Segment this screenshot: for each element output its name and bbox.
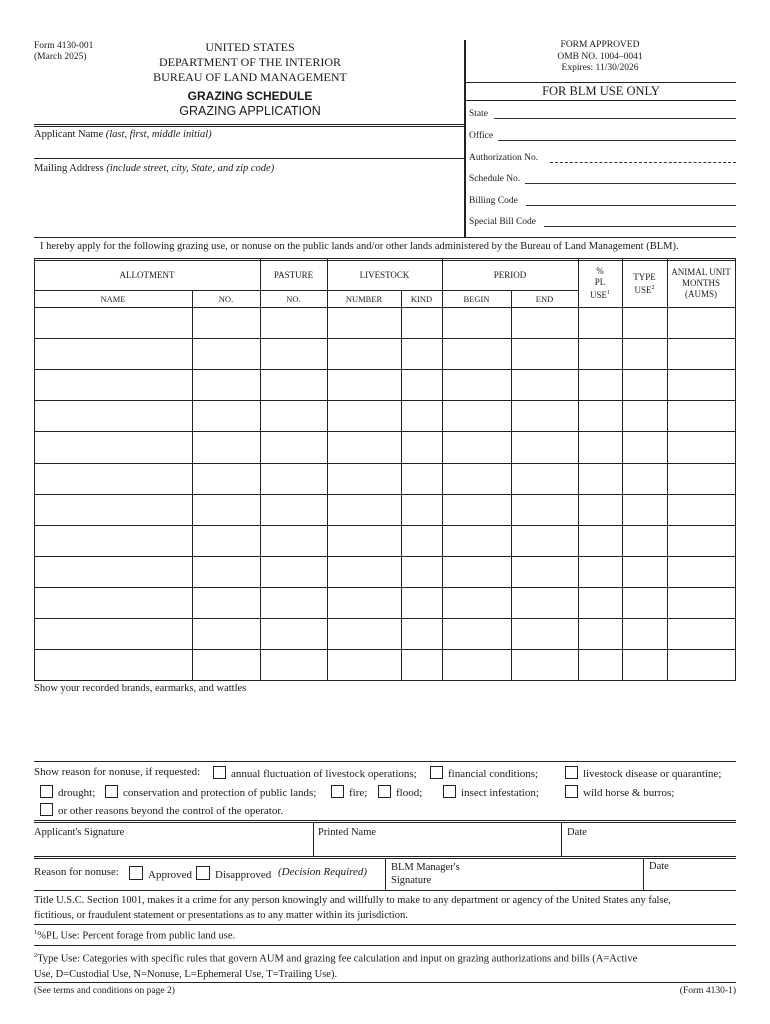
cell-type-use[interactable] [623,464,667,494]
checkbox-other-reasons[interactable] [40,803,53,816]
cell-livestock-number[interactable] [328,339,401,369]
authorization-rule [550,162,736,163]
footnote-2-line-2: Use, D=Custodial Use, N=Nonuse, L=Ephemeral Use, T=Trailing Use). [34,968,338,980]
form-number: Form 4130-001 [34,41,94,51]
mailing-address-label [34,163,274,174]
cell-name[interactable] [35,339,192,369]
pct-line-3 [578,288,622,301]
cell-period-end[interactable] [512,526,578,556]
applicant-date-label: Date [567,827,587,838]
option-insect-infestation[interactable] [443,785,539,799]
footnote-2-line-1: Type Use: Categories with specific rules that govern AUM and grazing fee calculation and input on grazing authorizations and bills (A=Active [37,953,638,965]
subheader-begin: BEGIN [463,294,490,304]
footnote-top-rule [34,924,736,925]
footnote-2-mark: 2 [34,952,38,959]
option-conservation[interactable] [105,785,316,799]
cell-type-use[interactable] [623,308,667,338]
billing-code-rule [526,205,736,206]
cell-aums[interactable] [668,339,735,369]
cell-livestock-number[interactable] [328,464,401,494]
option-financial-conditions[interactable] [430,766,538,780]
cell-pasture-no[interactable] [261,370,327,400]
subheader-kind: KIND [410,294,433,304]
cell-aums[interactable] [668,588,735,618]
header-allotment: ALLOTMENT [119,270,175,280]
cell-pct-pl-use[interactable] [579,464,622,494]
approved-line-2: OMB NO. 1004–0041 [557,51,643,62]
mailing-address-input[interactable] [34,178,460,234]
header-period: PERIOD [493,270,527,280]
checkbox-wild-horse-burros[interactable] [565,785,578,798]
cell-period-begin[interactable] [443,339,511,369]
table-subheader-rule [34,290,578,291]
applicant-mid-rule [34,158,464,159]
financial-conditions-label: financial conditions; [448,768,539,780]
cell-pasture-no[interactable] [261,557,327,587]
blm-date-label: Date [649,861,669,872]
cell-livestock-number[interactable] [328,401,401,431]
applicant-name-hint: (last, first, middle initial) [105,129,212,140]
cell-period-end[interactable] [512,495,578,525]
cell-period-end[interactable] [512,557,578,587]
pct-use-text: USE [589,290,607,300]
type-line-2 [622,283,667,296]
brands-label: Show your recorded brands, earmarks, and wattles [34,683,247,694]
cell-aums[interactable] [668,650,735,680]
cell-type-use[interactable] [623,339,667,369]
cell-pasture-no[interactable] [261,588,327,618]
cell-pct-pl-use[interactable] [579,432,622,462]
header-livestock: LIVESTOCK [359,270,410,280]
other-reasons-label: or other reasons beyond the control of the operator. [58,805,284,817]
cell-pasture-no[interactable] [261,308,327,338]
checkbox-annual-fluctuation[interactable] [213,766,226,779]
cell-livestock-kind[interactable] [402,370,442,400]
cell-type-use[interactable] [623,650,667,680]
nonuse-intro: Show reason for nonuse, if requested: [34,766,201,778]
insect-infestation-label: insect infestation; [461,787,539,799]
checkbox-fire[interactable] [331,785,344,798]
cell-period-begin[interactable] [443,650,511,680]
cell-pasture-no[interactable] [261,619,327,649]
cell-livestock-kind[interactable] [402,401,442,431]
approved-label: Approved [148,869,192,881]
option-livestock-disease[interactable] [565,766,721,780]
department-block [140,40,360,85]
footnote-2 [34,948,736,982]
cell-pasture-no[interactable] [261,464,327,494]
cell-allotment-no[interactable] [193,650,260,680]
signature-top-rule-2 [34,822,736,823]
checkbox-insect-infestation[interactable] [443,785,456,798]
cell-livestock-kind[interactable] [402,557,442,587]
cell-aums[interactable] [668,308,735,338]
footer-form-number: (Form 4130-1) [679,986,736,996]
cell-livestock-kind[interactable] [402,495,442,525]
cell-livestock-kind[interactable] [402,526,442,556]
approved-line-1: FORM APPROVED [560,40,640,50]
cell-livestock-number[interactable] [328,526,401,556]
cell-period-end[interactable] [512,650,578,680]
option-other-reasons[interactable] [40,803,283,817]
cell-pct-pl-use[interactable] [579,495,622,525]
option-disapproved[interactable] [196,866,271,881]
office-rule [498,140,736,141]
cell-type-use[interactable] [623,432,667,462]
cell-type-use[interactable] [623,557,667,587]
cell-period-end[interactable] [512,370,578,400]
cell-name[interactable] [35,308,192,338]
cell-pct-pl-use[interactable] [579,619,622,649]
usc-line-1: Title U.S.C. Section 1001, makes it a crime for any person knowingly and willfully to make to any department or agency of the United States any false, [34,895,671,906]
state-rule [494,118,736,119]
table-right-border [735,259,736,680]
cell-livestock-number[interactable] [328,370,401,400]
table-top-rule-2 [34,260,736,261]
cell-name[interactable] [35,526,192,556]
subheader-allotment-no: NO. [218,294,234,304]
checkbox-conservation[interactable] [105,785,118,798]
cell-aums[interactable] [668,526,735,556]
cell-pct-pl-use[interactable] [579,401,622,431]
header-type-use [622,272,667,296]
type-footnote-mark: 2 [651,285,655,291]
statement-top-rule [34,237,736,238]
form-title: GRAZING SCHEDULE [187,89,313,103]
cell-pct-pl-use[interactable] [579,308,622,338]
cell-allotment-no[interactable] [193,432,260,462]
cell-period-end[interactable] [512,401,578,431]
cell-allotment-no[interactable] [193,339,260,369]
cell-period-begin[interactable] [443,526,511,556]
cell-aums[interactable] [668,401,735,431]
subheader-end: END [535,294,554,304]
subheader-number: NUMBER [345,294,383,304]
cell-allotment-no[interactable] [193,619,260,649]
blm-use-title: FOR BLM USE ONLY [542,84,660,98]
aum-line-2: MONTHS [681,278,720,288]
cell-type-use[interactable] [623,370,667,400]
cell-allotment-no[interactable] [193,495,260,525]
cell-period-end[interactable] [512,432,578,462]
option-annual-fluctuation[interactable] [213,766,417,780]
cell-period-begin[interactable] [443,370,511,400]
cell-name[interactable] [35,619,192,649]
cell-name[interactable] [35,557,192,587]
footnote-1 [34,929,235,942]
cell-pasture-no[interactable] [261,339,327,369]
cell-aums[interactable] [668,557,735,587]
cell-livestock-number[interactable] [328,650,401,680]
sig-sep-2 [561,822,562,856]
printed-name-input[interactable] [318,841,558,854]
dept-line-2: DEPARTMENT OF THE INTERIOR [158,55,342,69]
footnote-1-mark: 1 [34,929,38,936]
cell-livestock-number[interactable] [328,495,401,525]
nonuse-top-rule [34,761,736,762]
application-statement: I hereby apply for the following grazing use, or nonuse on the public lands and/or other lands administered by the Bureau of Land Management (BLM). [40,241,679,252]
usc-notice [34,893,736,923]
cell-period-begin[interactable] [443,432,511,462]
cell-aums[interactable] [668,464,735,494]
authorization-label: Authorization No. [469,153,539,163]
header-pasture: PASTURE [273,270,314,280]
cell-livestock-number[interactable] [328,619,401,649]
cell-period-end[interactable] [512,308,578,338]
cell-pct-pl-use[interactable] [579,526,622,556]
cell-pct-pl-use[interactable] [579,557,622,587]
cell-aums[interactable] [668,370,735,400]
cell-period-begin[interactable] [443,588,511,618]
option-approved[interactable] [129,866,192,881]
cell-livestock-kind[interactable] [402,308,442,338]
cell-name[interactable] [35,588,192,618]
cell-livestock-kind[interactable] [402,464,442,494]
cell-pct-pl-use[interactable] [579,650,622,680]
blm-box-title-rule [466,100,736,101]
decision-required-note: (Decision Required) [278,866,368,878]
cell-pasture-no[interactable] [261,495,327,525]
subheader-name: NAME [100,294,126,304]
cell-name[interactable] [35,464,192,494]
conservation-label: conservation and protection of public lands; [123,787,317,799]
cell-pasture-no[interactable] [261,401,327,431]
applicant-signature-label: Applicant's Signature [34,827,125,838]
omb-approval-block [520,40,680,75]
footer-left-note: (See terms and conditions on page 2) [34,986,175,996]
cell-pct-pl-use[interactable] [579,370,622,400]
cell-allotment-no[interactable] [193,401,260,431]
decision-sep-2 [643,858,644,890]
cell-livestock-number[interactable] [328,432,401,462]
option-drought[interactable] [40,785,95,799]
schedule-label: Schedule No. [469,174,521,184]
pct-footnote-mark: 1 [607,290,610,296]
option-wild-horse-burros[interactable] [565,785,674,799]
cell-type-use[interactable] [623,401,667,431]
cell-pasture-no[interactable] [261,432,327,462]
cell-livestock-kind[interactable] [402,588,442,618]
header-aums [667,267,735,300]
subheader-pasture-no: NO. [286,294,301,304]
cell-period-begin[interactable] [443,464,511,494]
pct-line-1: % [596,266,604,276]
cell-livestock-kind[interactable] [402,650,442,680]
cell-livestock-number[interactable] [328,308,401,338]
cell-period-begin[interactable] [443,401,511,431]
blm-box-top-rule [466,82,736,83]
state-label: State [469,109,488,119]
cell-period-end[interactable] [512,464,578,494]
schedule-rule [525,183,736,184]
cell-name[interactable] [35,401,192,431]
mailing-address-hint: (include street, city, State, and zip code) [106,163,275,174]
footer-rule [34,982,736,983]
footnote-1-text: %PL Use: Percent forage from public land use. [37,930,236,942]
applicant-date-input[interactable] [567,841,733,854]
cell-aums[interactable] [668,619,735,649]
blm-date-input[interactable] [649,874,733,887]
cell-period-begin[interactable] [443,308,511,338]
checkbox-livestock-disease[interactable] [565,766,578,779]
cell-allotment-no[interactable] [193,588,260,618]
cell-allotment-no[interactable] [193,308,260,338]
header-vertical-divider [464,40,466,238]
cell-allotment-no[interactable] [193,464,260,494]
checkbox-drought[interactable] [40,785,53,798]
cell-pasture-no[interactable] [261,526,327,556]
decision-sep-1 [385,858,386,890]
cell-aums[interactable] [668,432,735,462]
brands-input[interactable] [34,698,734,756]
applicant-top-rule-2 [34,126,464,127]
printed-name-label: Printed Name [318,827,377,838]
fire-label: fire; [349,787,368,799]
mailing-address-text: Mailing Address [34,163,104,174]
blm-manager-signature-input[interactable] [460,874,640,887]
cell-aums[interactable] [668,495,735,525]
applicant-name-text: Applicant Name [34,129,104,140]
cell-name[interactable] [35,370,192,400]
cell-livestock-kind[interactable] [402,432,442,462]
cell-name[interactable] [35,432,192,462]
livestock-disease-label: livestock disease or quarantine; [583,768,722,780]
sig-sep-1 [313,822,314,856]
approved-line-3: Expires: 11/30/2026 [561,63,639,73]
office-label: Office [469,131,494,141]
option-flood[interactable] [378,785,422,799]
legal-top-rule [34,890,736,891]
cell-allotment-no[interactable] [193,370,260,400]
form-date: (March 2025) [34,52,87,62]
cell-pct-pl-use[interactable] [579,339,622,369]
reason-for-nonuse-label: Reason for nonuse: [34,866,119,878]
cell-allotment-no[interactable] [193,526,260,556]
form-subtitle: GRAZING APPLICATION [179,104,321,118]
form-number-block [34,41,93,63]
cell-period-end[interactable] [512,588,578,618]
type-use-text: USE [634,285,652,295]
footnote-mid-rule [34,945,736,946]
cell-period-end[interactable] [512,619,578,649]
table-top-rule [34,258,736,259]
wild-horse-burros-label: wild horse & burros; [583,787,675,799]
cell-name[interactable] [35,650,192,680]
decision-top-rule [34,856,736,857]
signature-top-rule [34,820,736,821]
checkbox-financial-conditions[interactable] [430,766,443,779]
row-rule [34,680,736,681]
blm-manager-line-2: Signature [391,875,432,886]
cell-period-end[interactable] [512,339,578,369]
cell-livestock-number[interactable] [328,588,401,618]
usc-line-2: fictitious, or fraudulent statement or presentations as to any matter within its jurisdiction. [34,910,408,921]
flood-label: flood; [396,787,423,799]
aum-line-3: (AUMS) [684,289,717,299]
special-bill-code-label: Special Bill Code [469,217,537,227]
type-line-1: TYPE [633,272,656,282]
annual-fluctuation-label: annual fluctuation of livestock operations; [231,768,417,780]
cell-name[interactable] [35,495,192,525]
applicant-top-rule [34,124,464,125]
applicant-name-label [34,129,212,140]
cell-type-use[interactable] [623,495,667,525]
header-pct-pl-use [578,266,622,301]
blm-manager-signature-label [391,861,460,887]
cell-allotment-no[interactable] [193,557,260,587]
cell-livestock-number[interactable] [328,557,401,587]
cell-period-begin[interactable] [443,495,511,525]
drought-label: drought; [58,787,96,799]
pct-line-2: PL [594,277,606,287]
cell-livestock-kind[interactable] [402,339,442,369]
billing-code-label: Billing Code [469,196,518,206]
checkbox-flood[interactable] [378,785,391,798]
cell-livestock-kind[interactable] [402,619,442,649]
applicant-name-input[interactable] [34,143,462,157]
cell-pct-pl-use[interactable] [579,588,622,618]
blm-manager-line-1: BLM Manager's [391,862,460,873]
cell-period-begin[interactable] [443,619,511,649]
cell-period-begin[interactable] [443,557,511,587]
cell-pasture-no[interactable] [261,650,327,680]
applicant-signature-input[interactable] [36,841,310,854]
checkbox-approved[interactable] [129,866,143,880]
cell-type-use[interactable] [623,619,667,649]
dept-line-1: UNITED STATES [205,40,295,54]
aum-line-1: ANIMAL UNIT [671,267,731,277]
checkbox-disapproved[interactable] [196,866,210,880]
disapproved-label: Disapproved [215,869,272,881]
cell-type-use[interactable] [623,588,667,618]
option-fire[interactable] [331,785,367,799]
cell-type-use[interactable] [623,526,667,556]
special-bill-code-rule [544,226,736,227]
dept-line-3: BUREAU OF LAND MANAGEMENT [153,70,347,84]
